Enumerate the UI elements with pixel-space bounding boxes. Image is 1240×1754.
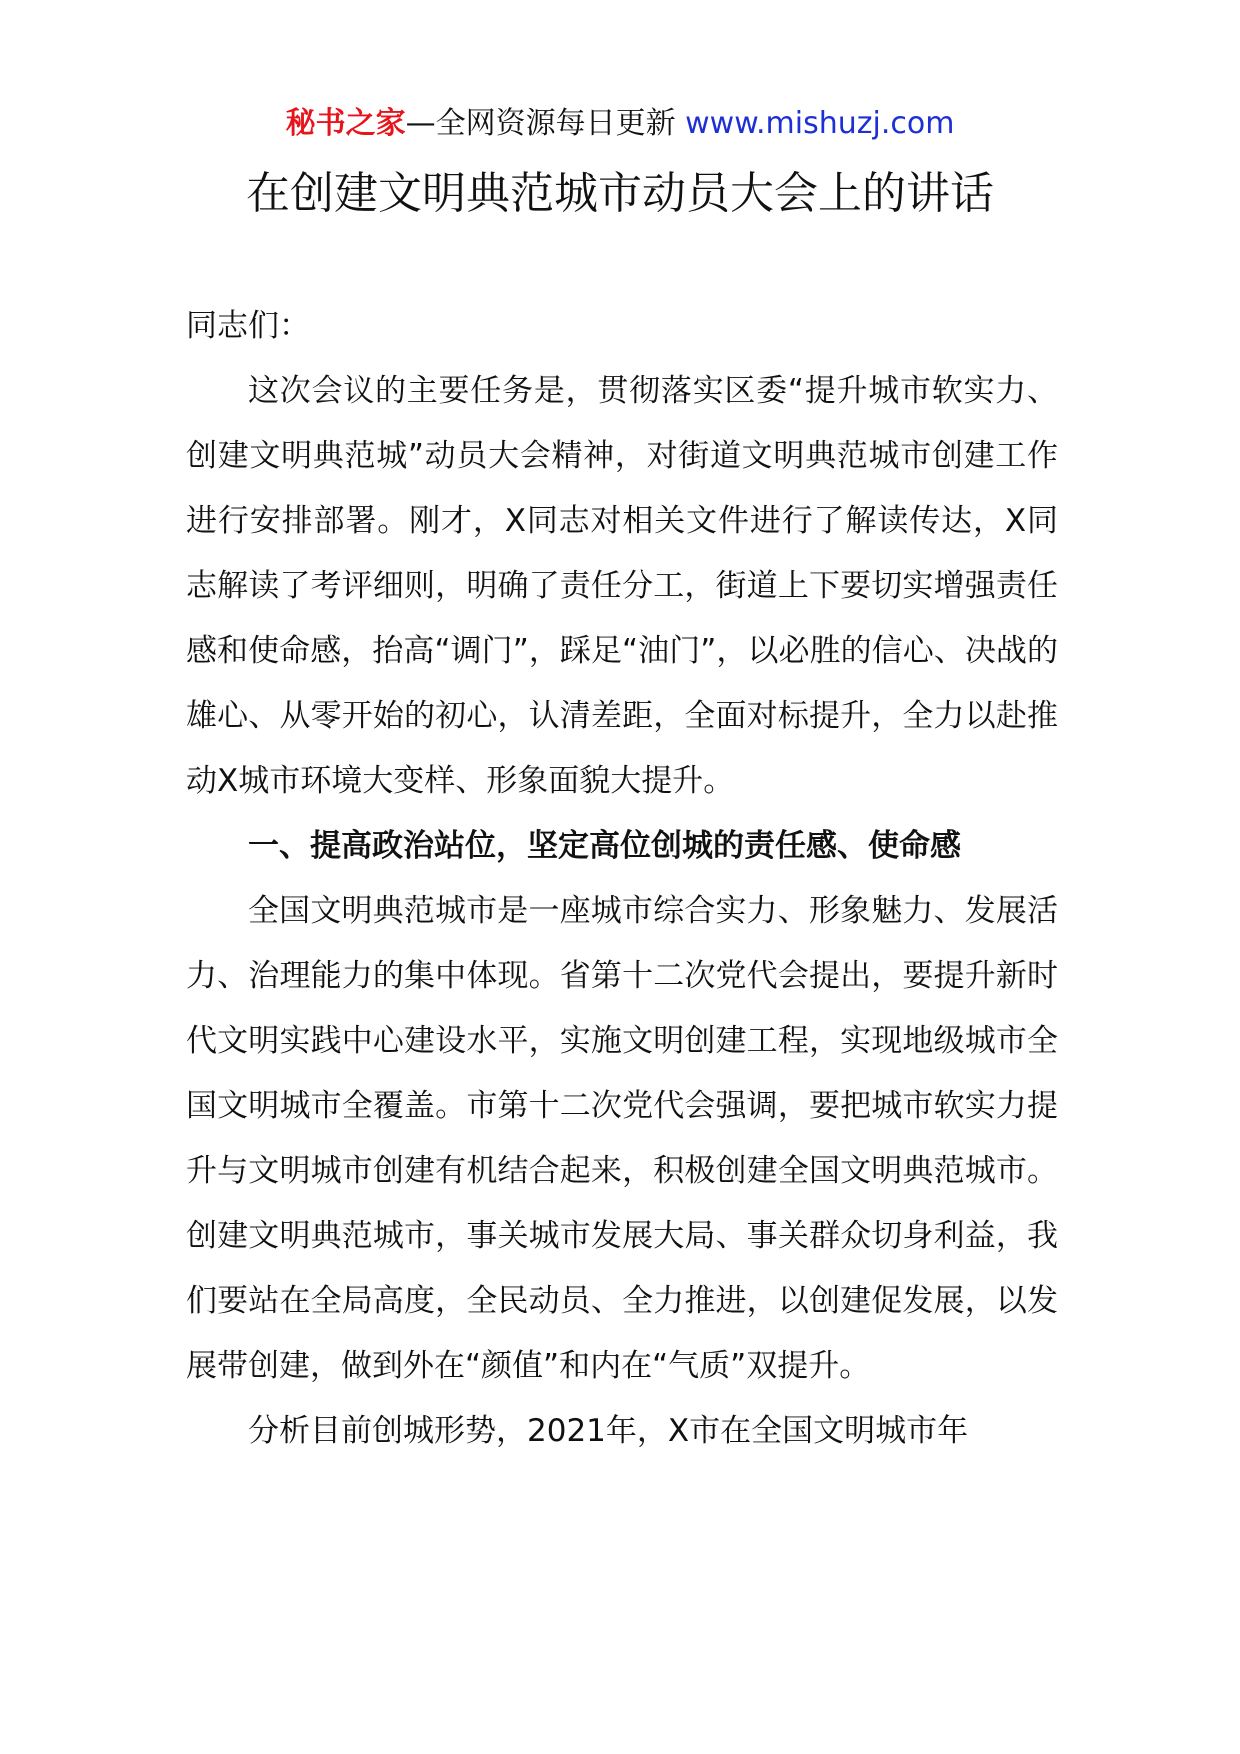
site-url-link[interactable]: www.mishuzj.com bbox=[685, 106, 955, 141]
site-header bbox=[0, 102, 1240, 146]
section-heading-1: 一、提高政治站位，坚定高位创城的责任感、使命感 bbox=[248, 828, 961, 864]
salutation: 同志们： bbox=[186, 308, 310, 344]
paragraph-analysis: 分析目前创城形势，2021年，X市在全国文明城市年 bbox=[248, 1413, 969, 1449]
brand-name: 秘书之家 bbox=[285, 106, 406, 141]
header-tagline: —全网资源每日更新 bbox=[405, 106, 686, 141]
paragraph-intro: 这次会议的主要任务是，贯彻落实区委“提升城市软实力、创建文明典范城”动员大会精神，对街道文明典范城市创建工作进行安排部署。刚才，X同志对相关文件进行了解读传达，X同志解读了考评细则，明确了责任分工，街道上下要切实增强责任感和使命感，抬高“调门”，踩足“油门”，以必胜的信心、决战的雄心、从零开始的初心，认清差距，全面对标提升，全力以赴推动X城市环境大变样、形象面貌大提升。 bbox=[186, 373, 1058, 799]
paragraph-section-1: 全国文明典范城市是一座城市综合实力、形象魅力、发展活力、治理能力的集中体现。省第十二次党代会提出，要提升新时代文明实践中心建设水平，实施文明创建工程，实现地级城市全国文明城市全覆盖。市第十二次党代会强调，要把城市软实力提升与文明城市创建有机结合起来，积极创建全国文明典范城市。创建文明典范城市，事关城市发展大局、事关群众切身利益，我们要站在全局高度，全民动员、全力推进，以创建促发展，以发展带创建，做到外在“颜值”和内在“气质”双提升。 bbox=[186, 893, 1058, 1384]
document-body bbox=[186, 294, 1058, 1464]
document-title: 在创建文明典范城市动员大会上的讲话 bbox=[246, 168, 994, 219]
